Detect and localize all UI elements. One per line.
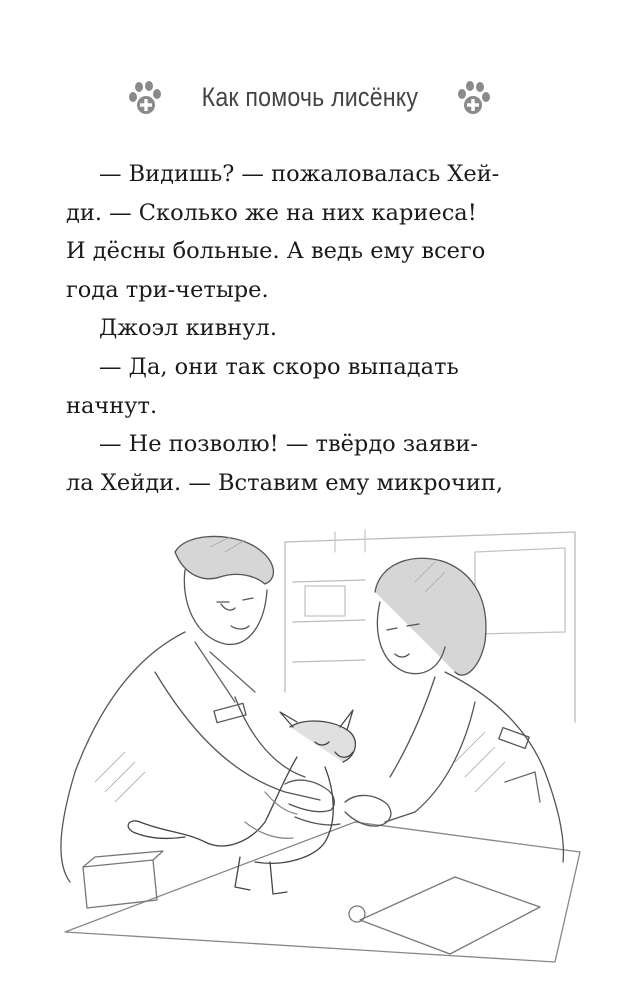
text-line: — Видишь? — пожаловалась Хей- [99, 161, 500, 187]
vet-clinic-sketch-icon [35, 522, 585, 972]
paw-with-plus-icon [453, 77, 495, 117]
text-line: И дёсны больные. А ведь ему всего [66, 238, 486, 265]
text-line: начнут. [66, 392, 158, 419]
paw-with-plus-icon [124, 77, 166, 117]
chapter-title: Как помочь лисёнку [201, 81, 418, 112]
text-line: — Да, они так скоро выпадать [99, 353, 459, 380]
text-line: Джоэл кивнул. [99, 315, 277, 342]
body-text [66, 155, 516, 502]
text-line: года три-четыре. [66, 276, 269, 303]
text-line: ди. — Сколько же на них кариеса! [66, 199, 477, 226]
text-line: — Не позволю! — твёрдо заяви- [99, 431, 479, 458]
running-header [0, 72, 619, 122]
text-line: ла Хейди. — Вставим ему микрочип, [66, 469, 504, 496]
